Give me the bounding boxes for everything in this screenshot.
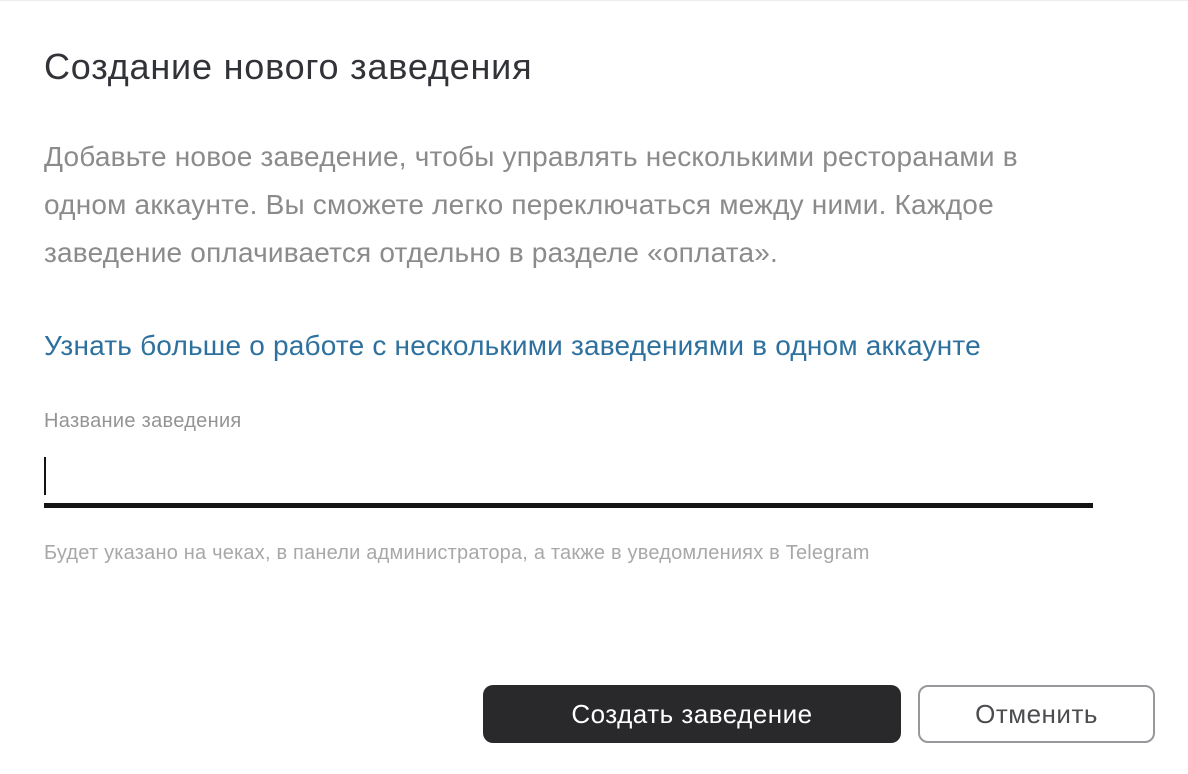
- create-establishment-button[interactable]: Создать заведение: [483, 685, 901, 743]
- page-title: Создание нового заведения: [44, 46, 533, 87]
- name-field-label: Название заведения: [44, 410, 242, 432]
- learn-more-row: [44, 329, 1144, 363]
- establishment-name-input[interactable]: [44, 451, 1093, 508]
- cancel-button[interactable]: Отменить: [918, 685, 1155, 743]
- modal-actions: [44, 685, 1155, 743]
- modal-description: [44, 133, 1144, 277]
- description-line: одном аккаунте. Вы сможете легко переключаться между ними. Каждое: [44, 189, 994, 220]
- description-line: заведение оплачивается отдельно в разделе «оплата».: [44, 237, 778, 268]
- name-input-wrapper: [44, 451, 1093, 508]
- learn-more-link[interactable]: Узнать больше о работе с несколькими заведениями в одном аккаунте: [44, 330, 981, 361]
- establishment-name-field: [44, 409, 1144, 565]
- name-field-helper-text: Будет указано на чеках, в панели администратора, а также в уведомлениях в Telegram: [44, 542, 870, 564]
- description-line: Добавьте новое заведение, чтобы управлять несколькими ресторанами в: [44, 141, 1018, 172]
- text-caret: [44, 457, 46, 495]
